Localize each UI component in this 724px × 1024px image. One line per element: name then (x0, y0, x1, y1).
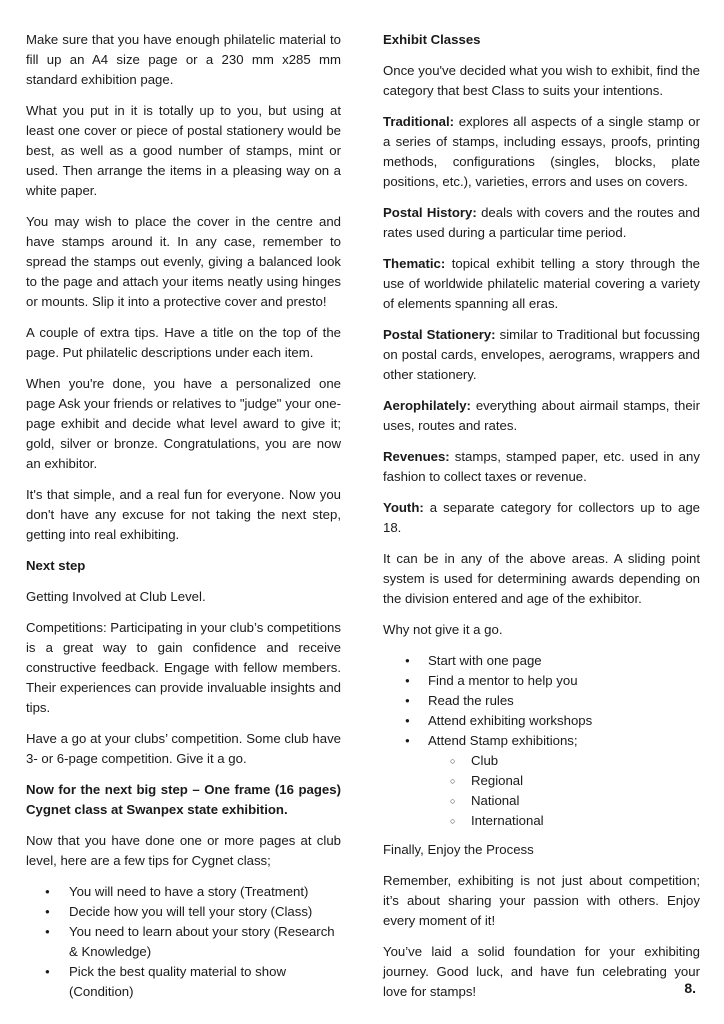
paragraph-have-a-go: Have a go at your clubs’ competition. Some club have 3- or 6-page competition. Give it a go. (26, 731, 341, 766)
class-name: Aerophilately: (383, 398, 471, 413)
class-desc: topical exhibit telling a story through the use of worldwide philatelic material covering a variety of elements spanning all eras. (383, 256, 700, 311)
class-name: Youth: (383, 500, 424, 515)
paragraph-finally: Finally, Enjoy the Process (383, 842, 534, 857)
paragraph-when-done: When you're done, you have a personalized one page Ask your friends or relatives to "judge" your one-page exhibit and decide what level award to give it; gold, silver or bronze. Congratulations, you are now an exhibitor. (26, 376, 341, 471)
class-thematic (383, 254, 700, 314)
heading-one-frame: Now for the next big step – One frame (16 pages) Cygnet class at Swanpex state exhibition. (26, 782, 341, 817)
list-item: ● Find a mentor to help you (383, 671, 700, 691)
paragraph-why-not: Why not give it a go. (383, 622, 503, 637)
page-number: 8. (684, 980, 696, 996)
heading-exhibit-classes: Exhibit Classes (383, 32, 481, 47)
class-name: Revenues: (383, 449, 450, 464)
paragraph-extra-tips: A couple of extra tips. Have a title on the top of the page. Put philatelic descriptions under each item. (26, 325, 341, 360)
paragraph-foundation: You’ve laid a solid foundation for your exhibiting journey. Good luck, and have fun celebrating your love for stamps! (383, 944, 700, 999)
paragraph-place-cover: You may wish to place the cover in the centre and have stamps around it. In any case, remember to spread the stamps out evenly, giving a balanced look to the page and attach your items neatly using hinges or mounts. Slip it into a protective cover and presto! (26, 214, 341, 309)
class-traditional (383, 112, 700, 192)
list-item: ● Attend Stamp exhibitions; (383, 731, 700, 751)
class-revenues (383, 447, 700, 487)
list-item: ● You need to learn about your story (Research & Knowledge) (26, 922, 341, 962)
heading-next-step: Next step (26, 558, 86, 573)
paragraph-club-level: Getting Involved at Club Level. (26, 589, 206, 604)
paragraph-remember: Remember, exhibiting is not just about competition; it’s about sharing your passion with others. Enjoy every moment of it! (383, 873, 700, 928)
class-postal-history (383, 203, 700, 243)
class-desc: everything about airmail stamps, their uses, routes and rates. (383, 398, 700, 433)
class-name: Postal History: (383, 205, 477, 220)
paragraph-cygnet-tips: Now that you have done one or more pages at club level, here are a few tips for Cygnet class; (26, 833, 341, 868)
class-name: Postal Stationery: (383, 327, 496, 342)
paragraph-what-you-put: What you put in it is totally up to you, but using at least one cover or piece of postal stationery would be best, as well as a good number of stamps, mint or used. Then arrange the items in a pleasing way on a white paper. (26, 103, 341, 198)
class-postal-stationery (383, 325, 700, 385)
list-item: ● Pick the best quality material to show (Condition) (26, 962, 341, 1002)
right-column (383, 30, 700, 1013)
list-item: ● Read the rules (383, 691, 700, 711)
paragraph-classes-intro: Once you've decided what you wish to exhibit, find the category that best Class to suits your intentions. (383, 63, 700, 98)
class-aerophilately (383, 396, 700, 436)
paragraph-competitions: Competitions: Participating in your club’s competitions is a great way to gain confidence and receive constructive feedback. Engage with fellow members. Their experiences can provide invaluable insights and tips. (26, 620, 341, 715)
steps-list (383, 651, 700, 751)
class-name: Traditional: (383, 114, 455, 129)
class-desc: similar to Traditional but focussing on postal cards, envelopes, aerograms, wrappers and other stationery. (383, 327, 700, 382)
left-column (26, 30, 341, 1011)
list-item: ● Decide how you will tell your story (Class) (26, 902, 341, 922)
list-item: ○ International (383, 811, 700, 831)
list-item: ● Start with one page (383, 651, 700, 671)
paragraph-thats-simple: It's that simple, and a real fun for everyone. Now you don't have any excuse for not taking the next step, getting into real exhibiting. (26, 487, 341, 542)
class-desc: stamps, stamped paper, etc. used in any fashion to collect taxes or revenue. (383, 449, 700, 484)
exhibition-levels-list (383, 751, 700, 831)
list-item: ● Attend exhibiting workshops (383, 711, 700, 731)
list-item: ○ National (383, 791, 700, 811)
list-item: ● You will need to have a story (Treatment) (26, 882, 341, 902)
class-desc: deals with covers and the routes and rates used during a particular time period. (383, 205, 700, 240)
paragraph-sliding-point: It can be in any of the above areas. A sliding point system is used for determining awards depending on the division entered and age of the exhibitor. (383, 551, 700, 606)
cygnet-tips-list (26, 882, 341, 1002)
class-desc: explores all aspects of a single stamp or a series of stamps, including essays, proofs, printing methods, configurations (singles, blocks, plate positions, etc.), varieties, errors and uses on covers. (383, 114, 700, 189)
paragraph-material: Make sure that you have enough philatelic material to fill up an A4 size page or a 230 mm x285 mm standard exhibition page. (26, 32, 341, 87)
class-desc: a separate category for collectors up to age 18. (383, 500, 700, 535)
class-name: Thematic: (383, 256, 446, 271)
list-item: ○ Club (383, 751, 700, 771)
list-item: ○ Regional (383, 771, 700, 791)
class-youth (383, 498, 700, 538)
